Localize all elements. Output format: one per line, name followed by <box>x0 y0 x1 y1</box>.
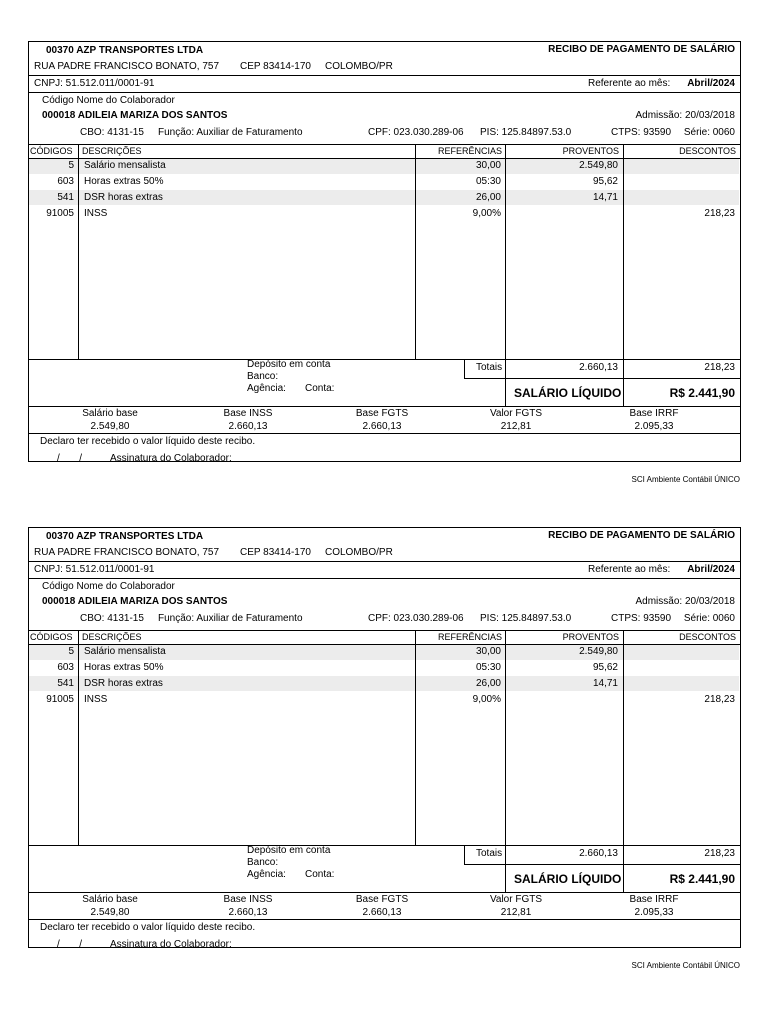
base-label: Base INSS <box>223 408 273 419</box>
deposit-label: Depósito em conta <box>247 359 331 370</box>
item-reference: 9,00% <box>472 694 501 705</box>
item-earnings: 95,62 <box>592 176 618 187</box>
base-value: 2.660,13 <box>362 421 402 432</box>
item-description: DSR horas extras <box>84 192 163 203</box>
item-earnings: 2.549,80 <box>579 160 618 171</box>
item-earnings: 14,71 <box>592 192 618 203</box>
cpf-number: CPF: 023.030.289-06 <box>368 613 464 624</box>
item-reference: 05:30 <box>475 176 501 187</box>
item-description: INSS <box>84 208 108 219</box>
base-value: 2.095,33 <box>634 421 674 432</box>
item-description: Salário mensalista <box>84 160 166 171</box>
base-label: Base FGTS <box>355 408 409 419</box>
cbo-code: CBO: 4131-15 <box>80 127 144 138</box>
item-earnings: 95,62 <box>592 662 618 673</box>
deposit-label: Depósito em conta <box>247 845 331 856</box>
payslip-receipt <box>28 527 740 974</box>
company-city: COLOMBO/PR <box>325 61 393 72</box>
base-label: Base IRRF <box>629 894 679 905</box>
base-value: 2.549,80 <box>90 421 130 432</box>
total-earnings: 2.660,13 <box>579 362 618 373</box>
ctps-number: CTPS: 93590 <box>611 127 672 138</box>
item-code: 541 <box>57 678 74 689</box>
admission-date: Admissão: 20/03/2018 <box>635 596 735 607</box>
company-cep: CEP 83414-170 <box>240 547 311 558</box>
signature-label: Assinatura do Colaborador: <box>110 939 232 950</box>
item-reference: 9,00% <box>472 208 501 219</box>
ctps-serie: Série: 0060 <box>683 127 735 138</box>
col-header-deductions: DESCONTOS <box>679 632 736 642</box>
item-earnings: 2.549,80 <box>579 646 618 657</box>
item-code: 603 <box>57 176 74 187</box>
item-description: Salário mensalista <box>84 646 166 657</box>
reference-label: Referente ao mês: <box>588 78 671 89</box>
pis-number: PIS: 125.84897.53.0 <box>480 127 572 138</box>
signature-date-blank: / / <box>57 453 83 464</box>
agency-label: Agência: <box>247 383 286 394</box>
item-reference: 26,00 <box>475 192 501 203</box>
employee-header: Código Nome do Colaborador <box>42 95 175 106</box>
col-header-descriptions: DESCRIÇÕES <box>82 146 142 156</box>
reference-label: Referente ao mês: <box>588 564 671 575</box>
item-code: 603 <box>57 662 74 673</box>
software-footer: SCI Ambiente Contábil ÚNICO <box>631 475 740 484</box>
base-value: 2.660,13 <box>228 907 268 918</box>
cpf-number: CPF: 023.030.289-06 <box>368 127 464 138</box>
base-value: 2.660,13 <box>228 421 268 432</box>
base-label: Valor FGTS <box>489 408 543 419</box>
signature-label: Assinatura do Colaborador: <box>110 453 232 464</box>
net-salary-label: SALÁRIO LÍQUIDO <box>514 872 622 886</box>
ctps-serie: Série: 0060 <box>683 613 735 624</box>
reference-month: Abril/2024 <box>687 78 735 89</box>
col-header-descriptions: DESCRIÇÕES <box>82 632 142 642</box>
item-description: Horas extras 50% <box>84 176 164 187</box>
employee-name: 000018 ADILEIA MARIZA DOS SANTOS <box>42 596 228 607</box>
document-title: RECIBO DE PAGAMENTO DE SALÁRIO <box>548 44 735 55</box>
col-header-deductions: DESCONTOS <box>679 146 736 156</box>
base-label: Salário base <box>82 894 138 905</box>
bank-label: Banco: <box>247 857 279 868</box>
employee-name: 000018 ADILEIA MARIZA DOS SANTOS <box>42 110 228 121</box>
software-footer: SCI Ambiente Contábil ÚNICO <box>631 961 740 970</box>
payslip-receipt <box>28 41 740 488</box>
item-deduction: 218,23 <box>704 694 735 705</box>
item-earnings: 14,71 <box>592 678 618 689</box>
employee-header: Código Nome do Colaborador <box>42 581 175 592</box>
base-label: Valor FGTS <box>489 894 543 905</box>
net-salary-value: R$ 2.441,90 <box>669 872 735 886</box>
company-name: 00370 AZP TRANSPORTES LTDA <box>46 45 204 56</box>
base-label: Base IRRF <box>629 408 679 419</box>
account-label: Conta: <box>305 383 335 394</box>
declaration-text: Declaro ter recebido o valor líquido deste recibo. <box>40 922 256 933</box>
admission-date: Admissão: 20/03/2018 <box>635 110 735 121</box>
base-value: 2.660,13 <box>362 907 402 918</box>
company-cep: CEP 83414-170 <box>240 61 311 72</box>
net-salary-value: R$ 2.441,90 <box>669 386 735 400</box>
col-header-references: REFERÊNCIAS <box>437 632 502 642</box>
col-header-references: REFERÊNCIAS <box>437 146 502 156</box>
item-reference: 30,00 <box>475 160 501 171</box>
pis-number: PIS: 125.84897.53.0 <box>480 613 572 624</box>
item-reference: 30,00 <box>475 646 501 657</box>
base-value: 2.095,33 <box>634 907 674 918</box>
col-header-codes: CÓDIGOS <box>30 146 73 156</box>
total-deductions: 218,23 <box>704 848 735 859</box>
item-description: Horas extras 50% <box>84 662 164 673</box>
item-code: 541 <box>57 192 74 203</box>
item-code: 5 <box>68 646 74 657</box>
item-description: DSR horas extras <box>84 678 163 689</box>
job-function: Função: Auxiliar de Faturamento <box>158 127 303 138</box>
item-code: 91005 <box>46 694 74 705</box>
company-cnpj: CNPJ: 51.512.011/0001-91 <box>34 564 155 575</box>
item-code: 5 <box>68 160 74 171</box>
base-value: 212,81 <box>500 907 532 918</box>
job-function: Função: Auxiliar de Faturamento <box>158 613 303 624</box>
signature-date-blank: / / <box>57 939 83 950</box>
company-city: COLOMBO/PR <box>325 547 393 558</box>
total-deductions: 218,23 <box>704 362 735 373</box>
total-earnings: 2.660,13 <box>579 848 618 859</box>
agency-label: Agência: <box>247 869 286 880</box>
col-header-earnings: PROVENTOS <box>562 146 619 156</box>
base-label: Base INSS <box>223 894 273 905</box>
bank-label: Banco: <box>247 371 279 382</box>
company-cnpj: CNPJ: 51.512.011/0001-91 <box>34 78 155 89</box>
item-deduction: 218,23 <box>704 208 735 219</box>
item-code: 91005 <box>46 208 74 219</box>
reference-month: Abril/2024 <box>687 564 735 575</box>
ctps-number: CTPS: 93590 <box>611 613 672 624</box>
item-reference: 05:30 <box>475 662 501 673</box>
company-address: RUA PADRE FRANCISCO BONATO, 757 <box>34 61 220 72</box>
base-value: 212,81 <box>500 421 532 432</box>
col-header-codes: CÓDIGOS <box>30 632 73 642</box>
document-title: RECIBO DE PAGAMENTO DE SALÁRIO <box>548 530 735 541</box>
item-reference: 26,00 <box>475 678 501 689</box>
account-label: Conta: <box>305 869 335 880</box>
base-label: Base FGTS <box>355 894 409 905</box>
item-description: INSS <box>84 694 108 705</box>
cbo-code: CBO: 4131-15 <box>80 613 144 624</box>
totals-label: Totais <box>476 848 503 859</box>
col-header-earnings: PROVENTOS <box>562 632 619 642</box>
base-value: 2.549,80 <box>90 907 130 918</box>
declaration-text: Declaro ter recebido o valor líquido deste recibo. <box>40 436 256 447</box>
totals-label: Totais <box>476 362 503 373</box>
base-label: Salário base <box>82 408 138 419</box>
company-name: 00370 AZP TRANSPORTES LTDA <box>46 531 204 542</box>
company-address: RUA PADRE FRANCISCO BONATO, 757 <box>34 547 220 558</box>
net-salary-label: SALÁRIO LÍQUIDO <box>514 386 622 400</box>
